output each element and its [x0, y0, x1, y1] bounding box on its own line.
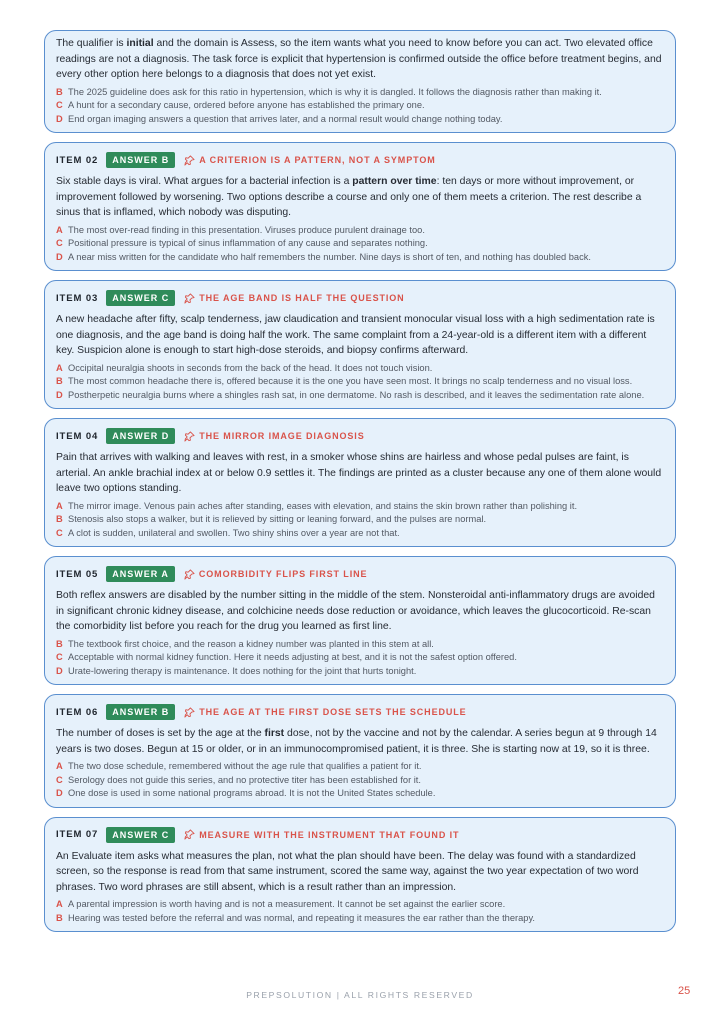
- option-text: A hunt for a secondary cause, ordered before anyone has established the primary one.: [68, 100, 425, 110]
- answer-badge: ANSWER C: [106, 290, 175, 306]
- pin-icon: [184, 829, 195, 840]
- distractor-option: [56, 898, 664, 912]
- explanation-text: The number of doses is set by the age at the: [56, 728, 265, 739]
- item-explanation: [56, 726, 664, 757]
- item-header: [56, 151, 664, 169]
- pin-icon: [184, 431, 195, 442]
- item-header: [56, 565, 664, 583]
- distractor-option: [56, 362, 664, 376]
- explanation-text: Pain that arrives with walking and leaves with rest, in a smoker whose shins are hairless and whose pedal pulses are faint, is arterial. An ankle brachial index at or below 0.9 settles it. The findings are printed as a cluster because any one of them alone would leave two options standing.: [56, 452, 662, 494]
- option-letter: B: [56, 912, 63, 923]
- explanation-text: Both reflex answers are disabled by the number sitting in the middle of the stem. Nonsteroidal anti-inflammatory drugs are avoided in significant chronic kidney disease, and colchicine needs dose reduction or avoidance, which leaves the glucocorticoid. Re-scan the comorbidity list before you reach for the drug you learned as first line.: [56, 590, 655, 632]
- explanation-emphasis: pattern over time: [352, 176, 437, 187]
- item-header: [56, 289, 664, 307]
- item-explanation: [56, 849, 664, 896]
- option-letter: B: [56, 376, 63, 386]
- option-text: Acceptable with normal kidney function. Here it needs adjusting at best, and it is not the safest option offered.: [68, 652, 517, 662]
- distractor-option: [56, 665, 664, 679]
- pin-icon: [184, 293, 195, 304]
- option-letter: A: [56, 500, 63, 511]
- option-letter: C: [56, 774, 63, 785]
- distractor-option: [56, 651, 664, 665]
- pin-icon: [184, 707, 195, 718]
- answer-badge: ANSWER D: [106, 428, 175, 444]
- item-number: ITEM 05: [56, 568, 99, 580]
- option-text: Occipital neuralgia shoots in seconds from the back of the head. It does not touch vision.: [68, 362, 433, 373]
- item-tagline: THE AGE BAND IS HALF THE QUESTION: [199, 293, 405, 303]
- item-tagline: THE MIRROR IMAGE DIAGNOSIS: [199, 431, 365, 441]
- item-card-05: [44, 556, 676, 685]
- distractor-option: [56, 99, 664, 113]
- option-text: Stenosis also stops a walker, but it is relieved by sitting or leaning forward, and the pulses are normal.: [68, 514, 487, 524]
- option-text: The most over-read finding in this presentation. Viruses produce purulent drainage too.: [68, 224, 425, 235]
- option-text: Serology does not guide this series, and no protective titer has been established for it.: [68, 774, 421, 785]
- option-text: A clot is sudden, unilateral and swollen. Two shiny shins over a year are not that.: [68, 527, 400, 538]
- option-text: A parental impression is worth having and is not a measurement. It cannot be set against the earlier score.: [68, 899, 506, 909]
- item-card-03: [44, 280, 676, 409]
- option-text: The two dose schedule, remembered without the age rule that qualifies a patient for it.: [68, 761, 422, 771]
- answer-badge: ANSWER A: [106, 566, 175, 582]
- item-explanation: [56, 588, 664, 635]
- option-letter: A: [56, 761, 63, 771]
- distractor-list: [56, 638, 664, 679]
- option-letter: B: [56, 86, 63, 97]
- item-header: [56, 427, 664, 445]
- distractor-list: [56, 86, 664, 127]
- option-letter: D: [56, 113, 63, 124]
- item-number: ITEM 07: [56, 829, 99, 840]
- distractor-option: [56, 113, 664, 127]
- item-header: [56, 703, 664, 721]
- explanation-text: An Evaluate item asks what measures the plan, not what the plan should have been. The delay was found with a standardized screen, so the response is read from that same instrument, scored the same way, against the two year expectation of two word phrases. Two word phrases are still absent, which is a result rather than an impression.: [56, 850, 639, 893]
- option-text: The mirror image. Venous pain aches after standing, eases with elevation, and stains the skin brown rather than polishing it.: [68, 500, 578, 511]
- option-text: The textbook first choice, and the reason a kidney number was planted in this stem at all.: [68, 638, 434, 649]
- distractor-option: [56, 375, 664, 389]
- option-letter: C: [56, 238, 63, 248]
- distractor-option: [56, 251, 664, 265]
- item-number: ITEM 04: [56, 430, 99, 442]
- item-card-02: [44, 142, 676, 271]
- explanation-text: : ten days or more without improvement, or improvement followed by worsening. Two options describe a course and only one of them meets a criterion. The rest describe a sinus that is inflamed, which nobody was disputing.: [56, 176, 642, 218]
- explanation-text: and the domain is Assess, so the item wants what you need to know before you can act. Two elevated office readings are not a diagnosis. The task force is explicit that hypertension is confirmed outside the office before treatment begins, and every other option here belongs to a diagnosis that does not yet exist.: [56, 38, 662, 80]
- distractor-list: [56, 362, 664, 403]
- option-text: A near miss written for the candidate who half remembers the number. Nine days is short of ten, and nothing has doubled back.: [68, 251, 591, 262]
- option-text: The 2025 guideline does ask for this ratio in hypertension, which is why it is dangled. It follows the diagnosis rather than making it.: [68, 86, 602, 97]
- item-explanation: [56, 312, 664, 359]
- option-letter: A: [56, 224, 63, 235]
- page-footer: PREPSOLUTION | ALL RIGHTS RESERVED: [246, 990, 474, 1000]
- answer-badge: ANSWER C: [106, 827, 175, 843]
- distractor-option: [56, 760, 664, 774]
- item-header: [56, 826, 664, 844]
- item-number: ITEM 06: [56, 706, 99, 718]
- explanation-text: Six stable days is viral. What argues for a bacterial infection is a: [56, 176, 353, 187]
- explanation-emphasis: initial: [126, 38, 154, 49]
- option-letter: C: [56, 100, 63, 110]
- option-letter: D: [56, 788, 63, 798]
- option-letter: B: [56, 638, 63, 649]
- option-text: Hearing was tested before the referral and was normal, and repeating it measures the ear rather than the therapy.: [68, 912, 536, 923]
- item-number: ITEM 03: [56, 292, 99, 304]
- distractor-list: [56, 760, 664, 801]
- answer-badge: ANSWER B: [106, 152, 175, 168]
- option-letter: A: [56, 362, 63, 373]
- page-number: 25: [678, 985, 691, 997]
- option-letter: C: [56, 527, 63, 538]
- item-tagline: A CRITERION IS A PATTERN, NOT A SYMPTOM: [199, 155, 436, 165]
- distractor-option: [56, 638, 664, 652]
- distractor-option: [56, 389, 664, 403]
- distractor-option: [56, 513, 664, 527]
- distractor-option: [56, 787, 664, 801]
- option-text: The most common headache there is, offered because it is the one you have seen most. It brings no scalp tenderness and no visual loss.: [68, 376, 633, 386]
- pin-icon: [184, 155, 195, 166]
- item-card-07: [44, 817, 676, 933]
- explanation-text: The qualifier is: [56, 38, 127, 49]
- distractor-option: [56, 224, 664, 238]
- option-text: Postherpetic neuralgia burns where a shingles rash sat, in one dermatome. No rash is described, and it leaves the sedimentation rate alone.: [68, 389, 645, 400]
- distractor-option: [56, 912, 664, 926]
- item-number: ITEM 02: [56, 154, 99, 166]
- distractor-option: [56, 86, 664, 100]
- option-text: One dose is used in some national programs abroad. It is not the United States schedule.: [68, 788, 436, 798]
- answer-badge: ANSWER B: [106, 704, 175, 720]
- distractor-list: [56, 224, 664, 265]
- item-card-04: [44, 418, 676, 547]
- distractor-list: [56, 500, 664, 541]
- distractor-option: [56, 527, 664, 541]
- option-letter: D: [56, 389, 63, 400]
- option-letter: C: [56, 652, 63, 662]
- pin-icon: [184, 569, 195, 580]
- item-tagline: COMORBIDITY FLIPS FIRST LINE: [198, 569, 368, 579]
- option-letter: B: [56, 514, 63, 524]
- distractor-option: [56, 500, 664, 514]
- option-text: End organ imaging answers a question that arrives later, and a normal result would change nothing today.: [68, 113, 503, 124]
- item-explanation: [56, 174, 664, 221]
- item-explanation: [56, 36, 664, 83]
- page-content: [44, 30, 676, 941]
- explanation-text: dose, not by the vaccine and not by the calendar. A series begun at 9 through 14 years is two doses. Begun at 15 or older, or in an immunocompromised patient, it is three. She is starting now at 19, so it is three.: [56, 728, 657, 755]
- distractor-option: [56, 774, 664, 788]
- explanation-emphasis: first: [264, 728, 285, 739]
- option-letter: D: [56, 251, 63, 262]
- item-card-01-continued: [44, 30, 676, 133]
- distractor-option: [56, 237, 664, 251]
- option-text: Positional pressure is typical of sinus inflammation of any cause and separates nothing.: [68, 238, 428, 248]
- item-tagline: MEASURE WITH THE INSTRUMENT THAT FOUND IT: [199, 829, 460, 840]
- explanation-text: A new headache after fifty, scalp tenderness, jaw claudication and transient monocular visual loss with a high sedimentation rate is one diagnosis, and the age band is doing half the work. The same complaint from a 24-year-old is a different item with a different key. Suspicion alone is enough to start high-dose steroids, and biopsy confirms afterward.: [56, 314, 655, 356]
- distractor-list: [56, 898, 664, 925]
- option-letter: A: [56, 899, 63, 909]
- item-card-06: [44, 694, 676, 808]
- option-letter: D: [56, 665, 63, 676]
- option-text: Urate-lowering therapy is maintenance. It does nothing for the joint that hurts tonight.: [68, 665, 417, 676]
- item-explanation: [56, 450, 664, 497]
- item-tagline: THE AGE AT THE FIRST DOSE SETS THE SCHEDULE: [199, 707, 467, 717]
